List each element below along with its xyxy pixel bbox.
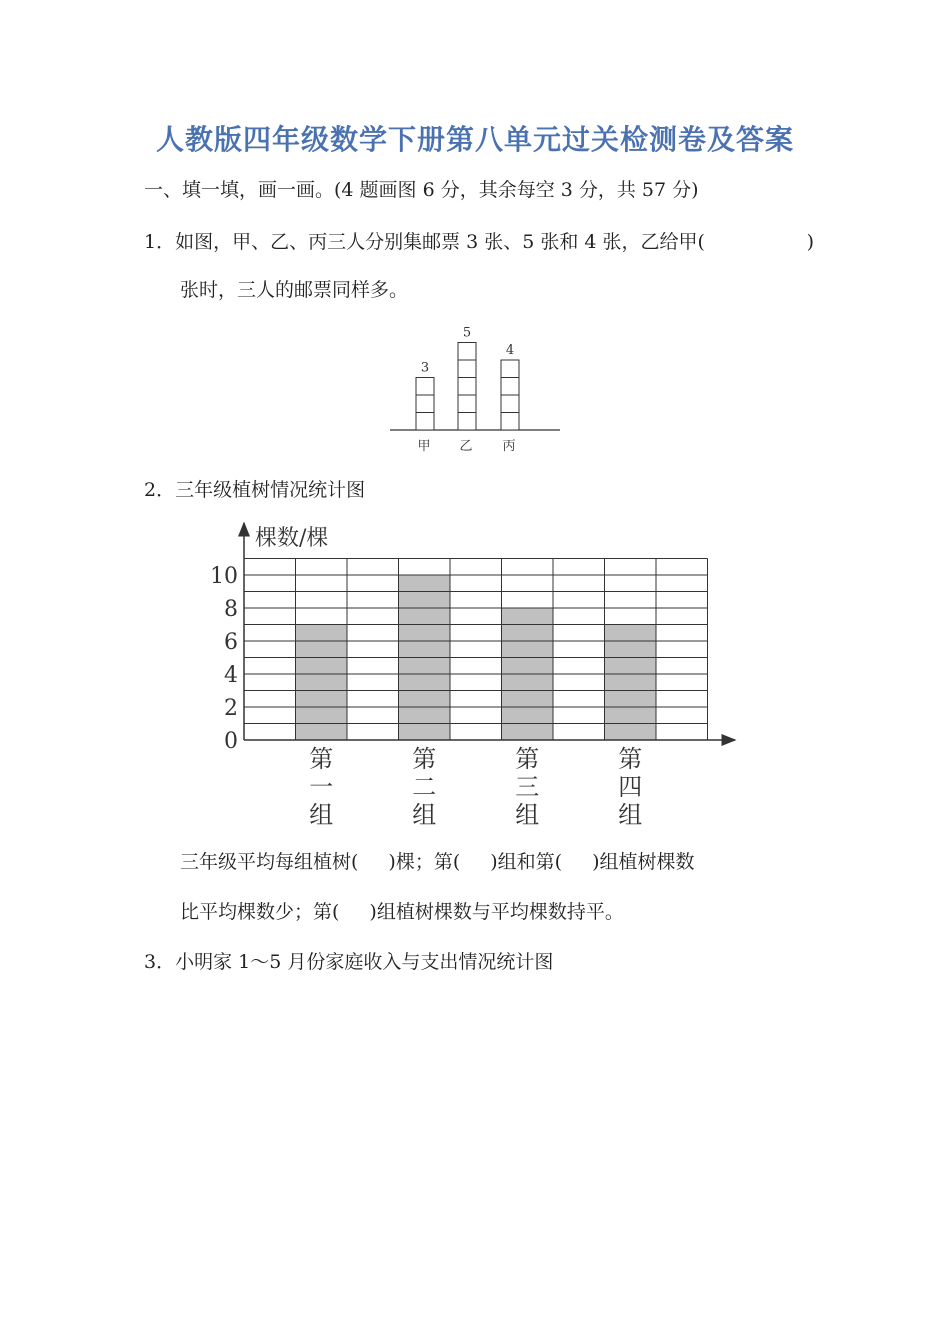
question-1-line-2: 张时，三人的邮票同样多。 xyxy=(180,279,409,301)
page-title: 人教版四年级数学下册第八单元过关检测卷及答案 xyxy=(155,123,794,156)
stamp-cell xyxy=(416,378,434,396)
chart-x-category-char: 三 xyxy=(515,773,540,801)
q2-text-e: 比平均棵数少；第( xyxy=(180,901,340,923)
stamp-cell xyxy=(458,360,476,378)
question-2-label: 2．三年级植树情况统计图 xyxy=(144,479,366,501)
stamp-cell xyxy=(458,395,476,413)
section-1-heading: 一、填一填，画一画。(4 题画图 6 分，其余每空 3 分，共 57 分) xyxy=(144,179,699,201)
chart-x-category-char: 第 xyxy=(412,745,437,773)
question-1-paren-close: ) xyxy=(806,231,814,253)
question-2-line-2 xyxy=(180,898,624,926)
stamp-category-label: 甲 xyxy=(417,439,431,454)
stamp-cell xyxy=(458,413,476,431)
question-1-text: 1．如图，甲、乙、丙三人分别集邮票 3 张、5 张和 4 张，乙给甲( xyxy=(144,231,705,253)
chart-ylabel: 棵数/棵 xyxy=(255,526,329,551)
question-1-line-1 xyxy=(144,228,814,256)
chart-y-tick: 0 xyxy=(224,729,238,754)
chart-x-category-char: 第 xyxy=(618,745,643,773)
stamp-count-label: 3 xyxy=(420,360,430,376)
stamp-figure xyxy=(380,318,570,458)
stamp-cell xyxy=(501,413,519,431)
chart-x-category-char: 第 xyxy=(515,745,540,773)
chart-y-tick: 10 xyxy=(210,564,238,589)
stamp-cell xyxy=(416,395,434,413)
stamp-cell xyxy=(458,378,476,396)
chart-x-category-char: 二 xyxy=(412,773,437,801)
chart-x-category-char: 组 xyxy=(618,801,643,829)
question-2-line-1 xyxy=(180,848,695,876)
q2-text-c: )组和第( xyxy=(490,851,563,873)
q2-text-a: 三年级平均每组植树( xyxy=(180,851,359,873)
chart-x-category-char: 组 xyxy=(515,801,540,829)
stamp-cell xyxy=(501,378,519,396)
stamp-category-label: 丙 xyxy=(502,439,516,454)
chart-bar xyxy=(605,625,657,741)
stamp-cell xyxy=(416,413,434,431)
stamp-count-label: 5 xyxy=(462,325,472,341)
chart-x-category-char: 第 xyxy=(309,745,334,773)
chart-y-tick: 8 xyxy=(224,597,238,622)
chart-bar xyxy=(296,625,348,741)
chart-x-category-char: 组 xyxy=(309,801,334,829)
chart-y-tick: 2 xyxy=(224,696,238,721)
chart-y-tick: 4 xyxy=(224,663,238,688)
stamp-cell xyxy=(501,395,519,413)
stamp-count-label: 4 xyxy=(505,343,515,358)
stamp-category-label: 乙 xyxy=(459,439,473,454)
stamp-cell xyxy=(458,343,476,361)
stamp-cell xyxy=(501,360,519,378)
chart-x-category-char: 四 xyxy=(618,773,643,801)
q2-text-d: )组植树棵数 xyxy=(592,851,695,873)
tree-planting-chart xyxy=(195,515,755,835)
chart-x-category-char: 组 xyxy=(412,801,437,829)
question-3-label: 3．小明家 1～5 月份家庭收入与支出情况统计图 xyxy=(144,951,554,973)
chart-x-category-char: 一 xyxy=(309,773,334,801)
q2-text-b: )棵；第( xyxy=(388,851,461,873)
chart-y-tick: 6 xyxy=(224,630,238,655)
q2-text-f: )组植树棵数与平均棵数持平。 xyxy=(369,901,624,923)
